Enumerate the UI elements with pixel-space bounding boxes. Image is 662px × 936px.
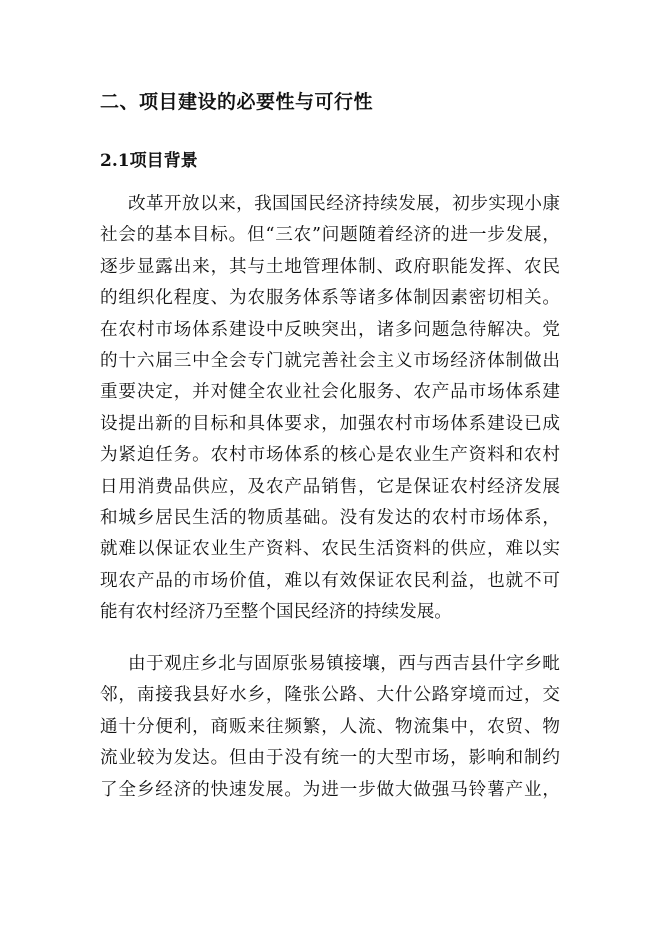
paragraph-line: 通十分便利，商贩来往频繁，人流、物流集中，农贸、物	[100, 716, 560, 737]
paragraph-line: 逐步显露出来，其与土地管理体制、政府职能发挥、农民	[100, 256, 560, 277]
paragraph-line: 由于观庄乡北与固原张易镇接壤，西与西吉县什字乡毗	[128, 654, 560, 674]
paragraph-line: 能有农村经济乃至整个国民经济的持续发展。	[100, 602, 452, 623]
section-heading: 二、项目建设的必要性与可行性	[100, 91, 374, 113]
paragraph-line: 设提出新的目标和具体要求，加强农村市场体系建设已成	[100, 413, 560, 434]
paragraph-line: 的组织化程度、为农服务体系等诸多体制因素密切相关。	[100, 288, 560, 309]
paragraph-line: 社会的基本目标。但“三农”问题随着经济的进一步发展，	[100, 225, 560, 246]
paragraph-line: 现农产品的市场价值，难以有效保证农民利益，也就不可	[100, 570, 560, 591]
paragraph-background-1	[100, 189, 560, 628]
paragraph-line: 改革开放以来，我国国民经济持续发展，初步实现小康	[128, 194, 560, 214]
paragraph-line: 就难以保证农业生产资料、农民生活资料的供应，难以实	[100, 539, 560, 560]
paragraph-line: 邻，南接我县好水乡，隆张公路、大什公路穿境而过，交	[100, 685, 560, 706]
subsection-heading: 2.1项目背景	[100, 151, 198, 171]
paragraph-line: 流业较为发达。但由于没有统一的大型市场，影响和制约	[100, 748, 560, 769]
paragraph-line: 重要决定，并对健全农业社会化服务、农产品市场体系建	[100, 382, 560, 403]
paragraph-line: 的十六届三中全会专门就完善社会主义市场经济体制做出	[100, 350, 560, 371]
paragraph-background-2	[100, 649, 560, 806]
paragraph-line: 和城乡居民生活的物质基础。没有发达的农村市场体系，	[100, 507, 560, 528]
paragraph-line: 了全乡经济的快速发展。为进一步做大做强马铃薯产业，	[100, 779, 560, 800]
paragraph-line: 在农村市场体系建设中反映突出，诸多问题急待解决。党	[100, 319, 560, 340]
paragraph-line: 为紧迫任务。农村市场体系的核心是农业生产资料和农村	[100, 445, 560, 466]
paragraph-line: 日用消费品供应，及农产品销售，它是保证农村经济发展	[100, 476, 560, 497]
